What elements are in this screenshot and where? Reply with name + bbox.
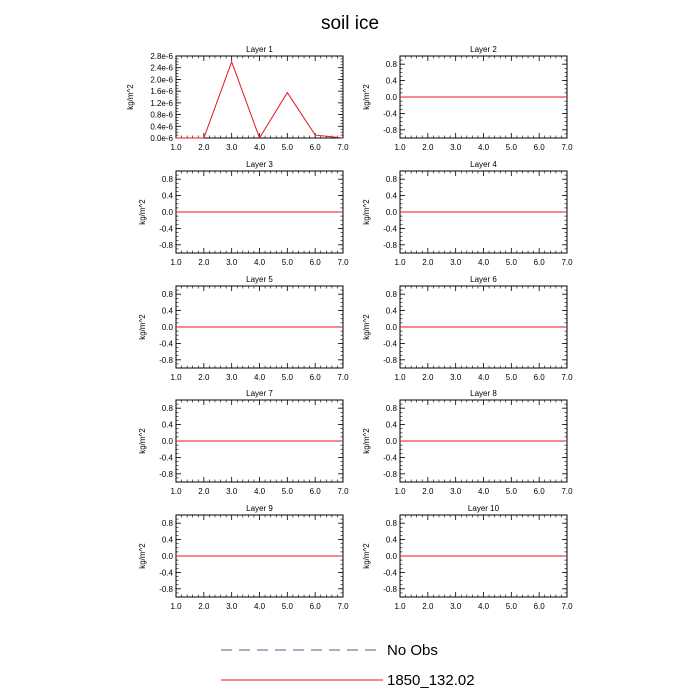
x-tick-label: 3.0 <box>450 602 462 611</box>
x-tick-label: 1.0 <box>394 487 406 496</box>
y-axis-label: kg/m^2 <box>126 84 135 110</box>
x-tick-label: 1.0 <box>394 143 406 152</box>
x-tick-label: 1.0 <box>170 258 182 267</box>
y-tick-label: -0.8 <box>383 355 397 365</box>
panels <box>126 45 573 611</box>
x-tick-label: 7.0 <box>561 487 573 496</box>
x-tick-label: 7.0 <box>561 143 573 152</box>
x-tick-label: 6.0 <box>309 602 321 611</box>
y-tick-label: 0.0 <box>161 437 173 446</box>
y-tick-label: -0.8 <box>383 125 397 135</box>
y-tick-label: 0.8 <box>161 175 173 185</box>
y-tick-label: 0.0 <box>161 552 173 561</box>
y-tick-label: 0.0 <box>385 437 397 446</box>
y-tick-label: 0.8 <box>161 290 173 300</box>
x-tick-label: 1.0 <box>170 602 182 611</box>
x-tick-label: 2.0 <box>422 602 434 611</box>
y-axis-label: kg/m^2 <box>362 543 371 569</box>
legend-label: No Obs <box>387 642 438 659</box>
panel-title: Layer 9 <box>246 504 273 513</box>
y-tick-label: -0.4 <box>159 224 173 234</box>
y-tick-label: 0.4 <box>385 306 397 316</box>
y-tick-label: 0.8e-6 <box>150 110 173 120</box>
legend-label: 1850_132.02 <box>387 672 475 689</box>
y-tick-label: -0.4 <box>159 568 173 578</box>
y-tick-label: -0.4 <box>383 109 397 119</box>
panel-layer-10 <box>362 504 573 611</box>
y-tick-label: -0.8 <box>383 469 397 479</box>
x-tick-label: 2.0 <box>422 373 434 382</box>
x-tick-label: 2.0 <box>422 258 434 267</box>
x-tick-label: 4.0 <box>477 602 490 611</box>
panel-title: Layer 6 <box>470 275 497 284</box>
x-tick-label: 6.0 <box>533 602 545 611</box>
x-tick-label: 4.0 <box>253 487 266 496</box>
panel-layer-2 <box>362 45 573 152</box>
legend-item <box>221 672 475 689</box>
x-tick-label: 3.0 <box>226 602 238 611</box>
x-tick-label: 5.0 <box>505 258 517 267</box>
x-tick-label: 5.0 <box>281 258 293 267</box>
x-tick-label: 1.0 <box>170 373 182 382</box>
x-tick-label: 6.0 <box>309 373 321 382</box>
y-axis-label: kg/m^2 <box>362 314 371 340</box>
x-tick-label: 2.0 <box>198 373 210 382</box>
series-line <box>176 62 343 138</box>
panel-title: Layer 10 <box>467 504 500 513</box>
y-tick-label: -0.4 <box>159 453 173 463</box>
y-tick-label: 0.4 <box>385 76 397 86</box>
y-tick-label: 0.8 <box>385 60 397 70</box>
x-tick-label: 5.0 <box>505 143 517 152</box>
y-tick-label: 0.4 <box>385 191 397 201</box>
y-axis-label: kg/m^2 <box>362 428 371 454</box>
x-tick-label: 7.0 <box>561 602 573 611</box>
x-tick-label: 1.0 <box>394 602 406 611</box>
x-tick-label: 3.0 <box>226 487 238 496</box>
x-tick-label: 7.0 <box>337 487 349 496</box>
x-tick-label: 1.0 <box>394 258 406 267</box>
x-tick-label: 3.0 <box>226 373 238 382</box>
panel-layer-4 <box>362 160 573 267</box>
legend-item <box>221 642 438 659</box>
x-tick-label: 6.0 <box>533 487 545 496</box>
panel-title: Layer 5 <box>246 275 273 284</box>
panel-title: Layer 3 <box>246 160 273 169</box>
y-tick-label: 0.0e-6 <box>150 134 173 143</box>
y-tick-label: 0.4 <box>161 306 173 316</box>
y-tick-label: 0.4 <box>161 535 173 545</box>
y-tick-label: -0.4 <box>159 339 173 349</box>
plot-frame <box>176 56 343 138</box>
x-tick-label: 6.0 <box>533 373 545 382</box>
y-tick-label: -0.8 <box>159 355 173 365</box>
x-tick-label: 3.0 <box>450 258 462 267</box>
x-tick-label: 7.0 <box>561 258 573 267</box>
y-tick-label: 0.8 <box>385 519 397 529</box>
y-tick-label: 0.8 <box>161 519 173 529</box>
x-tick-label: 4.0 <box>477 143 490 152</box>
y-tick-label: -0.8 <box>159 240 173 250</box>
panel-title: Layer 7 <box>246 389 273 398</box>
x-tick-label: 7.0 <box>337 602 349 611</box>
x-tick-label: 4.0 <box>477 373 490 382</box>
y-axis-label: kg/m^2 <box>138 199 147 225</box>
y-tick-label: 0.4e-6 <box>150 122 173 132</box>
x-tick-label: 5.0 <box>281 373 293 382</box>
x-tick-label: 2.0 <box>422 143 434 152</box>
panel-layer-1 <box>126 45 349 152</box>
y-tick-label: 2.8e-6 <box>150 52 173 61</box>
y-tick-label: 0.4 <box>161 191 173 201</box>
x-tick-label: 4.0 <box>477 487 490 496</box>
x-tick-label: 5.0 <box>281 487 293 496</box>
x-tick-label: 4.0 <box>253 373 266 382</box>
y-tick-label: 0.4 <box>385 535 397 545</box>
y-tick-label: 0.0 <box>385 552 397 561</box>
y-axis-label: kg/m^2 <box>138 543 147 569</box>
panel-title: Layer 2 <box>470 45 497 54</box>
y-tick-label: 0.4 <box>161 420 173 430</box>
x-tick-label: 3.0 <box>450 143 462 152</box>
y-tick-label: -0.4 <box>383 224 397 234</box>
x-tick-label: 3.0 <box>226 143 238 152</box>
x-tick-label: 3.0 <box>450 487 462 496</box>
panel-layer-9 <box>138 504 349 611</box>
y-axis-label: kg/m^2 <box>362 84 371 110</box>
x-tick-label: 3.0 <box>226 258 238 267</box>
x-tick-label: 2.0 <box>198 487 210 496</box>
x-tick-label: 7.0 <box>561 373 573 382</box>
x-tick-label: 3.0 <box>450 373 462 382</box>
x-tick-label: 2.0 <box>198 143 210 152</box>
y-tick-label: 0.0 <box>385 208 397 217</box>
x-tick-label: 4.0 <box>477 258 490 267</box>
panel-layer-5 <box>138 275 349 382</box>
x-tick-label: 4.0 <box>253 143 266 152</box>
x-tick-label: 5.0 <box>281 143 293 152</box>
y-tick-label: 0.0 <box>161 323 173 332</box>
y-tick-label: -0.8 <box>159 584 173 594</box>
y-tick-label: -0.8 <box>383 584 397 594</box>
x-tick-label: 4.0 <box>253 602 266 611</box>
panel-layer-7 <box>138 389 349 496</box>
x-tick-label: 6.0 <box>309 487 321 496</box>
y-tick-label: 0.8 <box>385 404 397 414</box>
panel-layer-3 <box>138 160 349 267</box>
x-tick-label: 7.0 <box>337 373 349 382</box>
x-tick-label: 5.0 <box>505 602 517 611</box>
y-tick-label: 0.0 <box>161 208 173 217</box>
panel-layer-8 <box>362 389 573 496</box>
y-tick-label: 0.8 <box>385 290 397 300</box>
x-tick-label: 2.0 <box>198 602 210 611</box>
y-tick-label: -0.4 <box>383 453 397 463</box>
panel-title: Layer 8 <box>470 389 497 398</box>
x-tick-label: 6.0 <box>533 143 545 152</box>
x-tick-label: 5.0 <box>505 373 517 382</box>
x-tick-label: 1.0 <box>170 487 182 496</box>
y-axis-label: kg/m^2 <box>362 199 371 225</box>
y-tick-label: 1.6e-6 <box>150 87 173 97</box>
y-tick-label: 0.4 <box>385 420 397 430</box>
x-tick-label: 1.0 <box>394 373 406 382</box>
x-tick-label: 7.0 <box>337 143 349 152</box>
x-tick-label: 2.0 <box>422 487 434 496</box>
y-tick-label: -0.8 <box>383 240 397 250</box>
x-tick-label: 6.0 <box>309 143 321 152</box>
x-tick-label: 7.0 <box>337 258 349 267</box>
x-tick-label: 5.0 <box>281 602 293 611</box>
y-tick-label: 2.0e-6 <box>150 75 173 85</box>
y-tick-label: 0.8 <box>161 404 173 414</box>
y-axis-label: kg/m^2 <box>138 428 147 454</box>
panel-title: Layer 4 <box>470 160 497 169</box>
y-tick-label: 0.0 <box>385 93 397 102</box>
panel-layer-6 <box>362 275 573 382</box>
x-tick-label: 6.0 <box>533 258 545 267</box>
x-tick-label: 4.0 <box>253 258 266 267</box>
y-tick-label: 0.8 <box>385 175 397 185</box>
x-tick-label: 5.0 <box>505 487 517 496</box>
y-tick-label: -0.4 <box>383 339 397 349</box>
y-axis-label: kg/m^2 <box>138 314 147 340</box>
x-tick-label: 6.0 <box>309 258 321 267</box>
y-tick-label: -0.8 <box>159 469 173 479</box>
y-tick-label: 0.0 <box>385 323 397 332</box>
legend <box>221 642 475 689</box>
figure-title: soil ice <box>320 13 380 34</box>
y-tick-label: 1.2e-6 <box>150 98 173 108</box>
x-tick-label: 2.0 <box>198 258 210 267</box>
y-tick-label: 2.4e-6 <box>150 63 173 73</box>
panel-title: Layer 1 <box>246 45 273 54</box>
y-tick-label: -0.4 <box>383 568 397 578</box>
x-tick-label: 1.0 <box>170 143 182 152</box>
